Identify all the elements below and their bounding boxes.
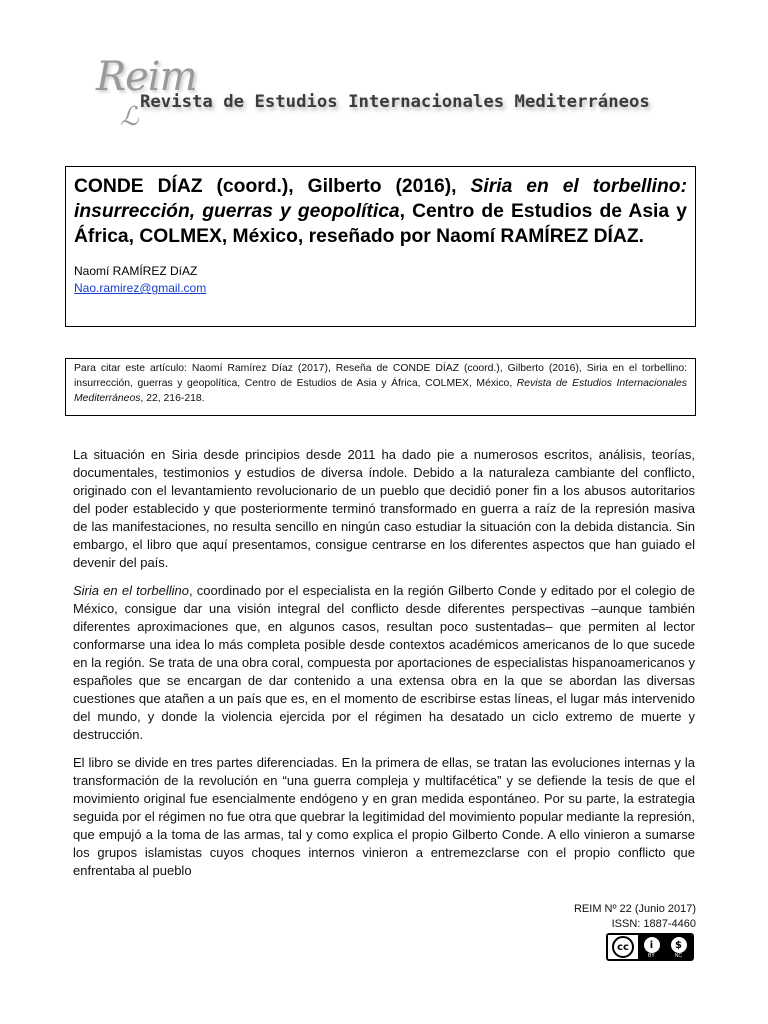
author-email-link[interactable]: Nao.ramirez@gmail.com [74,281,207,295]
journal-masthead [94,54,650,138]
nc-label: NC [674,953,682,959]
cc-icon: cc [612,936,634,958]
paragraph-2-text: , coordinado por el especialista en la región Gilberto Conde y editado por el colegio de México, consigue dar una visión integral del conflicto desde diferentes perspectivas ‒aunque también diferentes aproximaciones que, en algunos casos, resultan poco sustentadas‒ que permiten al lector conformarse una idea lo más completa posible desde contextos académicos americanos de lo que sucede en la región. Se trata de una obra coral, compuesta por aportaciones de especialistas hispanoamericanos y españoles que se encargan de dar contenido a una extensa obra en la que se abordan las diversas cuestiones que atañen a un país que es, en el momento de escribirse estas líneas, el lugar más intervenido del mundo, y donde la violencia ejercida por el régimen ha desatado un ciclo extremo de muerte y destrucción. [73,583,695,742]
body-paragraph-3: El libro se divide en tres partes diferenciadas. En la primera de ellas, se tratan las evoluciones internas y la transformación de la revolución en “una guerra compleja y multifacética” y se defiende la tesis de que el movimiento original fue esencialmente endógeno y en gran medida espontáneo. Por su parte, la estrategia seguida por el régimen no fue otra que quebrar la legitimidad del movimiento popular mediante la represión, que empujó a la toma de las armas, tal y como explica el propio Gilberto Conde. A ello vinieron a sumarse los grupos islamistas cuyos choques internos vinieron a entremezclarse con el propio conflicto que enfrentaba al pueblo [73,755,695,878]
issn-info: ISSN: 1887-4460 [611,918,696,930]
creative-commons-license-badge[interactable] [606,933,694,961]
cc-section [608,935,638,959]
noncommercial-icon: $ [671,937,687,953]
citation-text [74,361,687,406]
author-name: Naomí RAMÍREZ DíAZ [74,264,198,278]
logo-swirl-icon: ℒ [120,102,139,132]
paragraph-2-book-title: Siria en el torbellino [73,583,189,598]
title-part-1: CONDE DÍAZ (coord.), Gilberto (2016), [74,176,471,197]
page-footer [574,902,696,932]
issue-info: REIM Nº 22 (Junio 2017) [573,903,696,915]
citation-part-1: Para citar este artículo: Naomí Ramírez Díaz (2017), Reseña de CONDE DÍAZ (coord.), Gilberto (2016), Siria en el torbellino: insurrección, guerras y geopolítica, Centro de Estudios de Asia y África, COLMEX, México, [74,363,687,389]
attribution-icon: i [644,937,660,953]
body-paragraph-1: La situación en Siria desde principios desde 2011 ha dado pie a numerosos escritos, análisis, teorías, documentales, testimonios y estudios de diversa índole. Debido a la naturaleza cambiante del conflicto, originado con el levantamiento revolucionario de un pueblo que decidió poner fin a los abusos autoritarios del poder establecido y que posteriormente terminó transformado en guerra a raíz de la represión masiva de las manifestaciones, no resulta sencillo en ningún caso estudiar la situación con la debida distancia. Sin embargo, el libro que aquí presentamos, consigue centrarse en los diferentes aspectos que han guiado el devenir del país. [73,447,695,570]
reim-logo: Reim [96,54,197,100]
license-labels [638,953,692,959]
citation-box [65,358,696,416]
citation-part-2: , 22, 216-218. [140,393,205,404]
title-book-name: Siria en el torbellino: insurrección, guerras y geopolítica [74,176,687,222]
body-paragraph-2 [73,582,695,744]
citation-journal: Revista de Estudios Internacionales Mediterráneos [74,378,687,404]
by-label: BY [648,953,655,959]
license-terms [638,935,692,959]
article-title [74,174,687,249]
journal-name: Revista de Estudios Internacionales Mediterráneos [140,92,650,112]
title-part-2: , Centro de Estudios de Asia y África, COLMEX, México, reseñado por Naomí RAMÍREZ DÍAZ. [74,201,687,247]
article-body [73,446,695,890]
article-header-box [65,166,696,327]
